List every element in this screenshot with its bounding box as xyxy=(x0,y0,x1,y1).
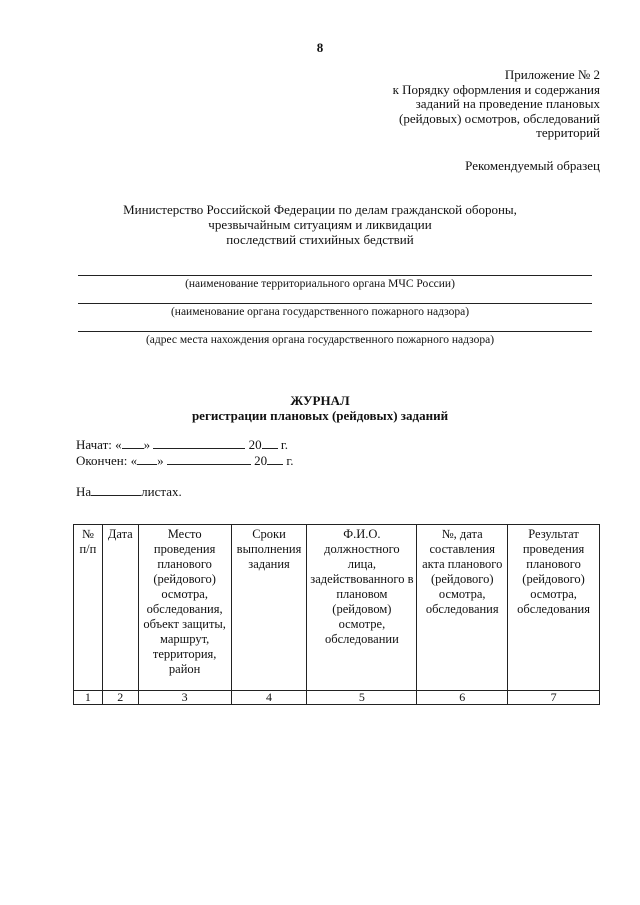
fire-supervision-line xyxy=(78,303,592,304)
started-field xyxy=(76,437,288,453)
header-cell-terms: Сроки выполнения задания xyxy=(231,525,307,691)
ended-day-blank xyxy=(137,453,157,465)
sample-label: Рекомендуемый образец xyxy=(465,158,600,173)
started-month-blank xyxy=(153,437,245,449)
column-number-cell: 4 xyxy=(231,691,307,705)
header-cell-official: Ф.И.О. должностного лица, задействованного в плановом (рейдовом) осмотре, обследовании xyxy=(307,525,417,691)
column-number-cell: 2 xyxy=(102,691,138,705)
table-numbering-row xyxy=(74,691,600,705)
appendix-line: заданий на проведение плановых xyxy=(415,96,600,111)
sheets-prefix: На xyxy=(76,484,92,499)
header-cell-number: № п/п xyxy=(74,525,103,691)
fire-supervision-caption: (наименование органа государственного пожарного надзора) xyxy=(170,306,470,318)
sheets-count-blank xyxy=(91,484,141,496)
column-number-cell: 5 xyxy=(307,691,417,705)
journal-title: ЖУРНАЛ xyxy=(290,393,350,408)
ministry-line: Министерство Российской Федерации по делам гражданской обороны, xyxy=(123,202,517,217)
appendix-line: территорий xyxy=(536,125,600,140)
ended-year-prefix: 20 xyxy=(254,453,268,468)
started-year-prefix: 20 xyxy=(248,437,262,452)
ministry-block xyxy=(0,202,640,247)
address-caption: (адрес места нахождения органа государственного пожарного надзора) xyxy=(145,334,495,346)
territorial-body-caption: (наименование территориального органа МЧС России) xyxy=(185,278,455,290)
ended-month-blank xyxy=(167,453,251,465)
header-cell-date: Дата xyxy=(102,525,138,691)
ended-year-suffix: г. xyxy=(286,453,294,468)
ended-field xyxy=(76,453,294,469)
journal-subtitle: регистрации плановых (рейдовых) заданий xyxy=(191,408,449,423)
table-header-row xyxy=(74,525,600,691)
column-number-cell: 3 xyxy=(138,691,231,705)
column-number-cell: 7 xyxy=(508,691,600,705)
appendix-line: к Порядку оформления и содержания xyxy=(392,81,600,97)
ended-year-blank xyxy=(267,453,283,465)
header-cell-place: Место проведения планового (рейдового) осмотра, обследования, объект защиты, маршрут, территория, район xyxy=(138,525,231,691)
journal-table xyxy=(73,524,600,705)
started-year-blank xyxy=(262,437,278,449)
started-year-suffix: г. xyxy=(280,437,289,452)
ended-label: Окончен: « xyxy=(76,453,138,468)
started-quote-close: » xyxy=(143,437,151,452)
header-cell-act: №, дата составления акта планового (рейдового) осмотра, обследования xyxy=(417,525,508,691)
started-label: Начат: « xyxy=(76,437,122,452)
ministry-line: чрезвычайным ситуациям и ликвидации xyxy=(208,217,432,232)
started-day-blank xyxy=(122,437,144,449)
sheets-suffix: листах. xyxy=(141,484,182,499)
header-cell-result: Результат проведения планового (рейдового) осмотра, обследования xyxy=(508,525,600,691)
page-number: 8 xyxy=(316,40,324,55)
sheets-field xyxy=(76,484,182,500)
appendix-line: (рейдовых) осмотров, обследований xyxy=(399,110,600,126)
territorial-body-line xyxy=(78,275,592,276)
address-line xyxy=(78,331,592,332)
journal-title-block xyxy=(0,393,640,423)
column-number-cell: 1 xyxy=(74,691,103,705)
ended-quote-close: » xyxy=(157,453,164,468)
appendix-line: Приложение № 2 xyxy=(504,67,600,82)
ministry-line: последствий стихийных бедствий xyxy=(226,232,414,247)
appendix-block xyxy=(340,68,600,141)
column-number-cell: 6 xyxy=(417,691,508,705)
